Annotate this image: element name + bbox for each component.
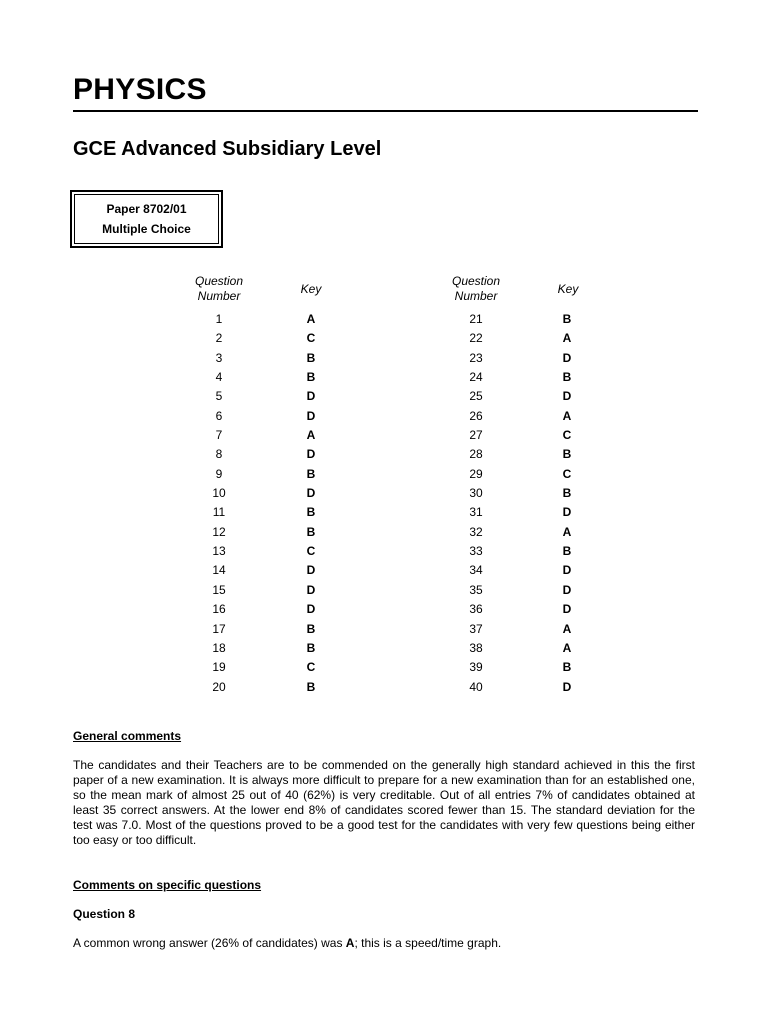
right-question-column — [456, 310, 496, 697]
question-number-cell: 21 — [469, 312, 483, 326]
answer-key-cell: D — [306, 486, 316, 501]
document-title: PHYSICS — [73, 73, 207, 106]
answer-key-cell: A — [306, 428, 316, 443]
answer-key-cell: B — [562, 312, 572, 326]
paper-box — [70, 190, 223, 248]
answer-key-cell: B — [306, 524, 316, 539]
question-number-cell: 31 — [469, 505, 483, 520]
question-number-cell: 10 — [212, 486, 226, 501]
question-number-cell: 28 — [469, 447, 483, 462]
answer-key-cell: B — [306, 466, 316, 481]
paper-number: Paper 8702/01 — [106, 202, 187, 216]
question-number-cell: 26 — [469, 408, 483, 423]
question-number-cell: 40 — [469, 679, 483, 694]
question-number-cell: 23 — [469, 350, 483, 365]
question-8-heading: Question 8 — [73, 907, 136, 921]
answer-key-cell: D — [562, 389, 572, 404]
answer-key-cell: B — [562, 447, 572, 462]
question-number-cell: 13 — [212, 544, 226, 559]
question-number-cell: 3 — [215, 350, 223, 365]
right-key-column — [552, 310, 582, 697]
question-number-cell: 11 — [212, 505, 226, 520]
answer-key-cell: B — [306, 505, 316, 520]
left-key-column — [296, 310, 326, 697]
answer-key-cell: B — [306, 370, 316, 385]
answer-key-cell: A — [562, 621, 572, 636]
question-number-cell: 12 — [212, 524, 226, 539]
answer-key-cell: B — [306, 679, 316, 694]
answer-key-cell: D — [562, 582, 572, 597]
question-number-cell: 20 — [212, 679, 226, 694]
question-number-cell: 33 — [469, 544, 483, 559]
paper-box-inner — [74, 194, 219, 244]
question-number-cell: 34 — [469, 563, 483, 578]
question-number-cell: 2 — [215, 331, 223, 346]
question-number-cell: 24 — [469, 370, 483, 385]
answer-key-cell: D — [306, 582, 316, 597]
question-number-cell: 15 — [212, 582, 226, 597]
question-number-cell: 27 — [469, 428, 483, 443]
question-number-cell: 18 — [212, 640, 226, 655]
left-question-column — [199, 310, 239, 697]
answer-key-cell: B — [562, 660, 572, 675]
question-8-text-after: ; this is a speed/time graph. — [354, 936, 502, 950]
question-number-cell: 38 — [469, 640, 483, 655]
question-number-cell: 30 — [469, 486, 483, 501]
answer-key-cell: D — [562, 563, 572, 578]
question-number-cell: 6 — [215, 408, 223, 423]
answer-key-cell: B — [306, 621, 316, 636]
answer-key-cell: A — [562, 524, 572, 539]
question-number-cell: 25 — [469, 389, 483, 404]
question-number-cell: 1 — [215, 312, 223, 326]
question-number-cell: 5 — [215, 389, 223, 404]
header-line: Number — [197, 289, 241, 303]
question-number-cell: 39 — [469, 660, 483, 675]
right-key-header: Key — [557, 282, 579, 296]
answer-key-cell: C — [306, 660, 316, 675]
answer-key-cell: D — [306, 563, 316, 578]
question-number-cell: 4 — [215, 370, 223, 385]
question-number-cell: 22 — [469, 331, 483, 346]
answer-key-cell: A — [306, 312, 316, 326]
answer-key-cell: B — [562, 486, 572, 501]
question-number-cell: 17 — [212, 621, 226, 636]
question-number-cell: 8 — [215, 447, 223, 462]
question-number-cell: 14 — [212, 563, 226, 578]
answer-key-cell: B — [562, 544, 572, 559]
left-key-header: Key — [300, 282, 322, 296]
answer-key-cell: D — [306, 408, 316, 423]
question-8-text — [73, 936, 695, 951]
answer-key-cell: D — [562, 602, 572, 617]
question-number-cell: 16 — [212, 602, 226, 617]
answer-key-cell: B — [306, 350, 316, 365]
question-8-answer: A — [345, 936, 355, 950]
answer-key-cell: B — [306, 640, 316, 655]
header-line: Question — [194, 274, 244, 288]
paper-type: Multiple Choice — [102, 222, 191, 236]
question-number-cell: 36 — [469, 602, 483, 617]
header-line: Question — [451, 274, 501, 288]
answer-key-cell: C — [562, 428, 572, 443]
answer-key-cell: D — [562, 679, 572, 694]
question-number-cell: 32 — [469, 524, 483, 539]
right-question-number-header — [436, 274, 516, 304]
document-subtitle: GCE Advanced Subsidiary Level — [73, 138, 382, 160]
general-comments-text: The candidates and their Teachers are to be commended on the generally high standard achieved in this the first paper of a new examination. It is always more difficult to prepare for a new examination than for an established one, so the mean mark of almost 25 out of 40 (62%) is very creditable. Out of all entries 7% of candidates obtained at least 35 correct answers. At the lower end 8% of candidates scored fewer than 15. The standard deviation for the test was 7.0. Most of the questions proved to be a good test for the candidates with very few questions being either too easy or too difficult. — [73, 758, 695, 847]
answer-key-cell: B — [562, 370, 572, 385]
question-number-cell: 29 — [469, 466, 483, 481]
answer-key-cell: D — [562, 505, 572, 520]
header-line: Number — [454, 289, 498, 303]
answer-key-cell: D — [306, 447, 316, 462]
answer-key-cell: C — [562, 466, 572, 481]
general-comments-heading: General comments — [73, 729, 182, 743]
answer-key-cell: C — [306, 544, 316, 559]
question-number-cell: 35 — [469, 582, 483, 597]
answer-key-cell: A — [562, 331, 572, 346]
left-question-number-header — [179, 274, 259, 304]
question-number-cell: 19 — [212, 660, 226, 675]
answer-key-cell: A — [562, 408, 572, 423]
question-number-cell: 37 — [469, 621, 483, 636]
question-8-text-before: A common wrong answer (26% of candidates) was — [73, 936, 346, 950]
answer-key-cell: D — [306, 389, 316, 404]
specific-comments-heading: Comments on specific questions — [73, 878, 262, 892]
question-number-cell: 7 — [215, 428, 223, 443]
answer-key-cell: D — [562, 350, 572, 365]
question-number-cell: 9 — [215, 466, 223, 481]
answer-key-cell: C — [306, 331, 316, 346]
title-rule — [73, 110, 698, 112]
answer-key-cell: D — [306, 602, 316, 617]
answer-key-cell: A — [562, 640, 572, 655]
